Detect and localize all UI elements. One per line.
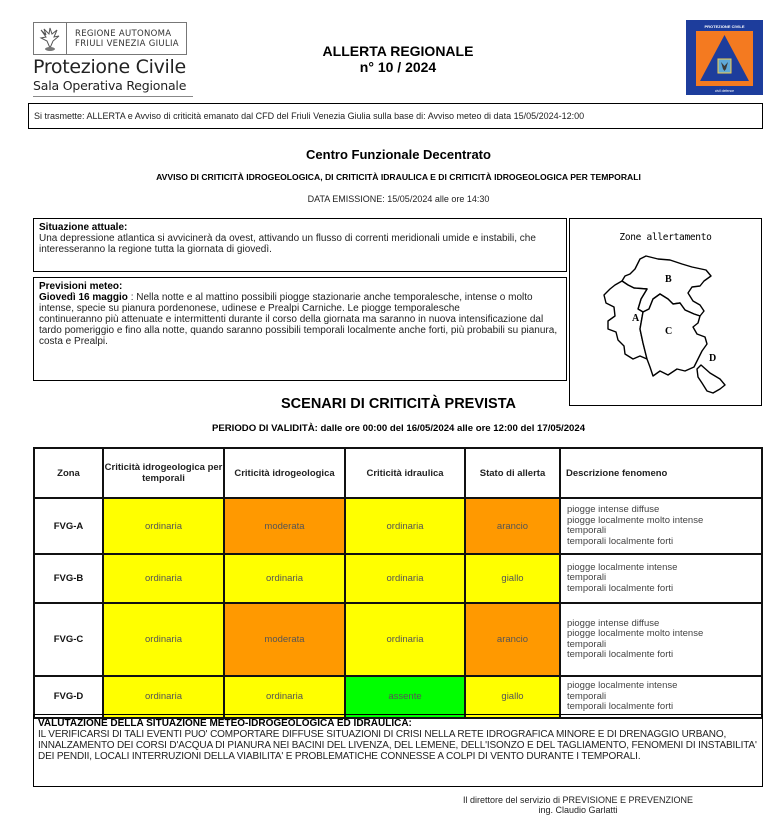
table-row (34, 498, 762, 554)
situazione-title: Situazione attuale: (39, 222, 128, 233)
right-logo-title: PROTEZIONE CIVILE (704, 24, 745, 29)
descrizione-line: piogge localmente molto intense (567, 514, 704, 526)
data-emissione: DATA EMISSIONE: 15/05/2024 alle ore 14:30 (307, 194, 490, 204)
previsioni-title: Previsioni meteo: (39, 281, 123, 292)
map-zone-label-b: B (665, 274, 672, 285)
valutazione-title: VALUTAZIONE DELLA SITUAZIONE METEO-IDROGEOLOGICA ED IDRAULICA: (38, 718, 412, 729)
org-name: Protezione Civile (33, 56, 186, 78)
descrizione-line: temporali (567, 572, 607, 584)
descrizione-line: temporali localmente forti (567, 701, 674, 712)
criticita-temporali-cell: ordinaria (103, 676, 224, 718)
table-row (34, 554, 762, 603)
avviso-title: AVVISO DI CRITICITÀ IDROGEOLOGICA, DI CRITICITÀ IDRAULICA E DI CRITICITÀ IDROGEOLOGICA PER TEMPORALI (156, 172, 641, 182)
region-line-2: FRIULI VENEZIA GIULIA (75, 38, 179, 49)
descrizione-line: piogge localmente intense (567, 680, 678, 691)
criticita-temporali-cell: ordinaria (103, 603, 224, 676)
criticita-idrogeologica-cell: moderata (224, 498, 345, 554)
signature-role: Il direttore del servizio di PREVISIONE E PREVENZIONE (462, 795, 694, 805)
region-name (67, 29, 179, 49)
signature (398, 795, 758, 815)
transmit-line: Si trasmette: ALLERTA e Avviso di criticità emanato dal CFD del Friuli Venezia Giulia sulla base di: Avviso meteo di data 15/05/2024-12:00 (28, 103, 763, 129)
descrizione-line: temporali (567, 638, 607, 650)
descrizione-line: temporali localmente forti (567, 535, 674, 547)
map-title: Zone allertamento (619, 232, 712, 243)
stato-allerta-cell: arancio (465, 603, 560, 676)
alert-title-line1: ALLERTA REGIONALE (322, 43, 474, 59)
col-header-criticita-idrogeologica: Criticità idrogeologica (224, 448, 345, 498)
table-row (34, 603, 762, 676)
criticality-table (33, 447, 763, 719)
valutazione-box (33, 714, 763, 787)
civil-protection-triangle-icon (686, 20, 763, 95)
logo-protezione-civile-fvg (33, 22, 193, 97)
map-zone-label-a: A (632, 313, 640, 324)
signature-name: ing. Claudio Garlatti (538, 805, 618, 815)
descrizione-cell (560, 498, 762, 554)
criticita-idraulica-cell: ordinaria (345, 554, 465, 603)
criticita-idraulica-cell: assente (345, 676, 465, 718)
situazione-text: Una depressione atlantica si avvicinerà da ovest, attivando un flusso di correnti meridionali umide e instabili, che interesseranno la regione tutta la giornata di giovedì. (39, 233, 536, 255)
criticita-idrogeologica-cell: ordinaria (224, 554, 345, 603)
col-header-criticita-idraulica: Criticità idraulica (345, 448, 465, 498)
table-header-row (34, 448, 762, 498)
alert-title (250, 43, 546, 75)
map-zone-label-d: D (709, 353, 717, 364)
region-logo-box (33, 22, 187, 55)
previsioni-day: Giovedì 16 maggio (39, 292, 128, 303)
criticita-temporali-cell: ordinaria (103, 554, 224, 603)
previsioni-meteo-box (33, 277, 567, 381)
criticita-idrogeologica-cell: moderata (224, 603, 345, 676)
scenari-title: SCENARI DI CRITICITÀ PREVISTA (281, 396, 516, 412)
zona-cell: FVG-A (34, 498, 103, 554)
region-line-1: REGIONE AUTONOMA (75, 28, 172, 39)
criticita-idraulica-cell: ordinaria (345, 498, 465, 554)
criticita-idraulica-cell: ordinaria (345, 603, 465, 676)
right-logo-footer: civil defence (714, 89, 735, 93)
descrizione-line: piogge intense diffuse (567, 617, 660, 629)
zona-cell: FVG-C (34, 603, 103, 676)
alert-number: n° 10 / 2024 (359, 59, 437, 75)
stato-allerta-cell: giallo (465, 554, 560, 603)
descrizione-line: piogge intense diffuse (567, 504, 660, 515)
periodo-validita: PERIODO DI VALIDITÀ: dalle ore 00:00 del 16/05/2024 alle ore 12:00 del 17/05/2024 (211, 423, 586, 434)
descrizione-cell (560, 603, 762, 676)
situazione-attuale-box (33, 218, 567, 272)
previsioni-text-1-body: : Nella notte e al mattino possibili piogge stazionarie anche temporalesche, intense o molto intense, specie su pianura pordenonese, udinese e Prealpi Carniche. Le piogge temporalesche (39, 292, 533, 314)
col-header-descrizione: Descrizione fenomeno (560, 448, 762, 498)
previsioni-text-1 (39, 292, 561, 314)
descrizione-line: temporali (567, 690, 607, 702)
zona-cell: FVG-B (34, 554, 103, 603)
stato-allerta-cell: arancio (465, 498, 560, 554)
table-row (34, 676, 762, 718)
col-header-stato-allerta: Stato di allerta (465, 448, 560, 498)
descrizione-line: temporali localmente forti (567, 582, 674, 594)
stato-allerta-cell: giallo (465, 676, 560, 718)
descrizione-line: piogge localmente intense (567, 561, 678, 573)
cfd-title: Centro Funzionale Decentrato (306, 147, 491, 162)
criticita-idrogeologica-cell: ordinaria (224, 676, 345, 718)
org-unit: Sala Operativa Regionale (33, 78, 187, 93)
col-header-zona: Zona (34, 448, 103, 498)
descrizione-line: temporali localmente forti (567, 649, 674, 660)
descrizione-line: piogge localmente molto intense (567, 628, 704, 639)
descrizione-line: temporali (567, 525, 607, 536)
descrizione-cell (560, 676, 762, 718)
descrizione-cell (560, 554, 762, 603)
zona-cell: FVG-D (34, 676, 103, 718)
map-zone-label-c: C (665, 326, 673, 337)
eagle-emblem-icon (34, 23, 67, 54)
fvg-zone-map-icon (570, 219, 763, 407)
criticita-temporali-cell: ordinaria (103, 498, 224, 554)
previsioni-text-2: continueranno più attenuate e intermittenti durante il corso della giornata ma saranno in nuova intensificazione dal tardo pomeriggio e fino alla notte, quando saranno possibili temporali localmente anche forti, più probabili su pianura, costa e Prealpi. (39, 314, 558, 347)
logo-divider (33, 96, 193, 97)
col-header-criticita-temporali: Criticità idrogeologica per temporali (103, 448, 224, 498)
zone-map (569, 218, 762, 406)
right-logo-square (696, 31, 753, 86)
valutazione-text: IL VERIFICARSI DI TALI EVENTI PUO' COMPORTARE DIFFUSE SITUAZIONI DI CRISI NELLA RETE IDROGRAFICA MINORE E DI DRENAGGIO URBANO, INNALZAMENTO DEI CORSI D'ACQUA DI PIANURA NEI BACINI DEL LIVENZA, DEL LEMENE, DELL'ISONZO E DEL TAGLIAMENTO, FENOMENI DI INSTABILITA' DEI PENDII, LOCALI INTERRUZIONI DELLA VIABILITA' E PROBLEMATICHE CONNESSE A COLPI DI VENTO DURANTE I TEMPORALI. (38, 729, 757, 762)
